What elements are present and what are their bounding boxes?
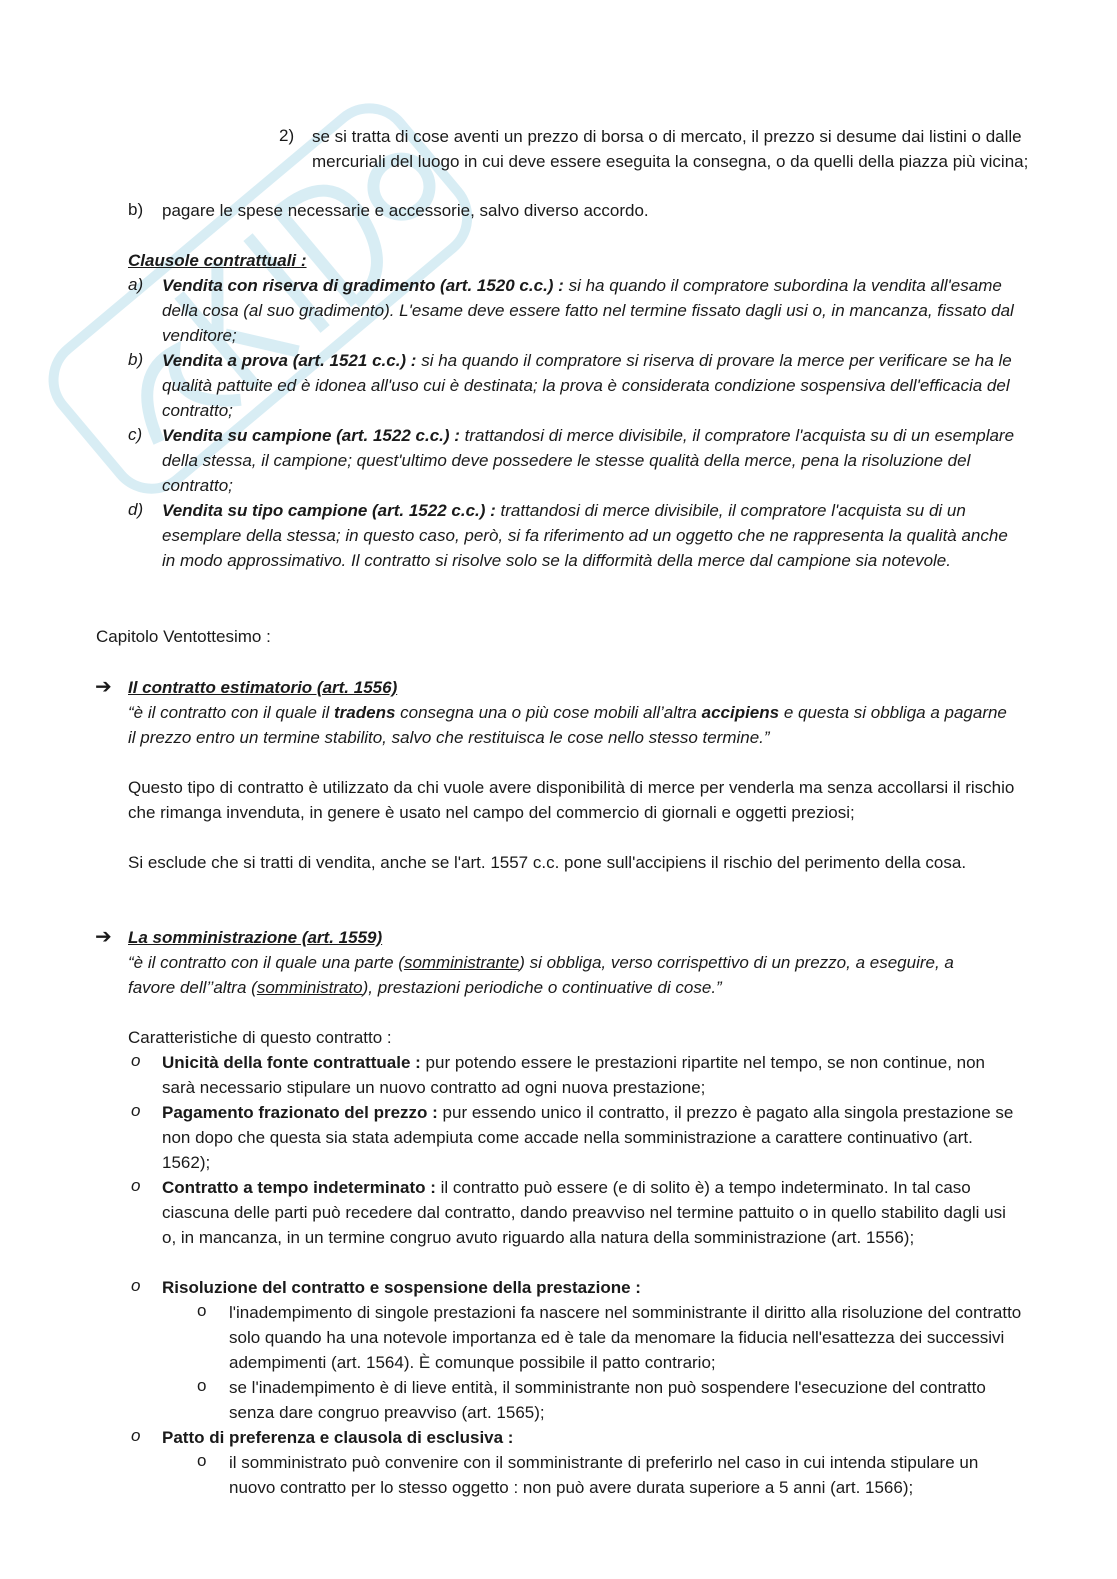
caratteristica-item-2: Pagamento frazionato del prezzo : pur essendo unico il contratto, il prezzo è pagato alla singola prestazione se non dopo che questa sia stata adempiuta come accade nella somministrazione a carattere continuativo (art. 1562);	[162, 1103, 1014, 1172]
bullet-marker: o	[131, 1051, 141, 1070]
arrow-right-icon: ➔	[95, 676, 112, 698]
sub-bullet-marker: o	[197, 1376, 207, 1395]
clausola-item-a: Vendita con riserva di gradimento (art. 1520 c.c.) : si ha quando il compratore subordina la vendita all'esame della cosa (al suo gradimento). L'esame deve essere fatto nel termine fissato dagli usi o, in mancanza, fissato dal venditore;	[162, 276, 1014, 345]
sub-bullet-marker: o	[197, 1451, 207, 1470]
estimatorio-quote: “è il contratto con il quale il tradens consegna una o più cose mobili all’altra accipiens e questa si obbliga a pagarne il prezzo entro un termine stabilito, salvo che restituisca le cose nello stesso termine.”	[128, 703, 1007, 747]
list-marker-b: b)	[128, 200, 144, 219]
bullet-marker: o	[131, 1426, 141, 1445]
clausole-heading: Clausole contrattuali :	[128, 251, 307, 270]
bullet-marker: o	[131, 1101, 141, 1120]
clausola-item-c: Vendita su campione (art. 1522 c.c.) : trattandosi di merce divisibile, il compratore l'acquista su di un esemplare della stessa, il campione; quest'ultimo deve possedere le stesse qualità della merce, pena la risoluzione del contratto;	[162, 426, 1015, 495]
clausola-marker-c: c)	[128, 425, 143, 444]
estimatorio-paragraph-1: Questo tipo di contratto è utilizzato da chi vuole avere disponibilità di merce per venderla ma senza accollarsi il rischio che rimanga invenduta, in genere è usato nel campo del commercio di giornali e oggetti preziosi;	[128, 778, 1015, 822]
somministrazione-quote: “è il contratto con il quale una parte (somministrante) si obbliga, verso corrispettivo di un prezzo, a eseguire, a favore dell’’altra (somministrato), prestazioni periodiche o continuative di cose.”	[128, 953, 954, 997]
clausola-marker-b: b)	[128, 350, 144, 369]
clausola-marker-a: a)	[128, 275, 144, 294]
bullet-marker: o	[131, 1176, 141, 1195]
clausola-item-d: Vendita su tipo campione (art. 1522 c.c.) : trattandosi di merce divisibile, il compratore l'acquista su di un esemplare della stessa; in questo caso, però, si fa riferimento ad un oggetto che ne rappresenta la qualità anche in modo approssimativo. Il contratto si risolve solo se la difformità della merce dal campione sia notevole.	[162, 501, 1008, 570]
preferenza-sub-item-1: il somministrato può convenire con il somministrante di preferirlo nel caso in cui intenda stipulare un nuovo contratto per lo stesso oggetto : non può avere durata superiore a 5 anni (art. 1566);	[229, 1453, 979, 1497]
caratteristica-item-1: Unicità della fonte contrattuale : pur potendo essere le prestazioni ripartite nel tempo, se non continue, non sarà necessario stipulare un nuovo contratto ad ogni nuova prestazione;	[162, 1053, 986, 1097]
arrow-right-icon: ➔	[95, 926, 112, 948]
bullet-marker: o	[131, 1276, 141, 1295]
sub-bullet-marker: o	[197, 1301, 207, 1320]
estimatorio-title: Il contratto estimatorio (art. 1556)	[128, 678, 398, 697]
caratteristica-item-3: Contratto a tempo indeterminato : il contratto può essere (e di solito è) a tempo indeterminato. In tal caso ciascuna delle parti può recedere dal contratto, dando preavviso nel termine pattuito o in quello stabilito dagli usi o, in mancanza, in un termine congruo avuto riguardo alla natura della somministrazione (art. 1556);	[162, 1178, 1006, 1247]
risoluzione-sub-item-2: se l'inadempimento è di lieve entità, il somministrante non può sospendere l'esecuzione del contratto senza dare congruo preavviso (art. 1565);	[229, 1378, 986, 1422]
caratteristica-item-4-title: Risoluzione del contratto e sospensione della prestazione :	[162, 1278, 641, 1297]
list-item-b-text: pagare le spese necessarie e accessorie, salvo diverso accordo.	[162, 201, 649, 220]
somministrazione-intro: Caratteristiche di questo contratto :	[128, 1028, 392, 1047]
estimatorio-paragraph-2: Si esclude che si tratti di vendita, anche se l'art. 1557 c.c. pone sull'accipiens il rischio del perimento della cosa.	[128, 853, 967, 872]
caratteristica-item-5-title: Patto di preferenza e clausola di esclusiva :	[162, 1428, 514, 1447]
chapter-heading: Capitolo Ventottesimo :	[96, 627, 271, 646]
risoluzione-sub-item-1: l'inadempimento di singole prestazioni fa nascere nel somministrante il diritto alla risoluzione del contratto solo quando ha una notevole importanza ed è tale da menomare la fiducia nell'esattezza dei successivi adempimenti (art. 1564). È comunque possibile il patto contrario;	[229, 1303, 1022, 1372]
clausola-item-b: Vendita a prova (art. 1521 c.c.) : si ha quando il compratore si riserva di provare la merce per verificare se ha le qualità pattuite ed è idonea all'uso cui è destinata; la prova è considerata condizione sospensiva dell'efficacia del contratto;	[162, 351, 1012, 420]
somministrazione-title: La somministrazione (art. 1559)	[128, 928, 383, 947]
clausola-marker-d: d)	[128, 500, 144, 519]
list-marker-2: 2)	[279, 126, 295, 145]
list-item-2-text: se si tratta di cose aventi un prezzo di borsa o di mercato, il prezzo si desume dai listini o dalle mercuriali del luogo in cui deve essere eseguita la consegna, o da quelli della piazza più vicina;	[312, 127, 1029, 171]
